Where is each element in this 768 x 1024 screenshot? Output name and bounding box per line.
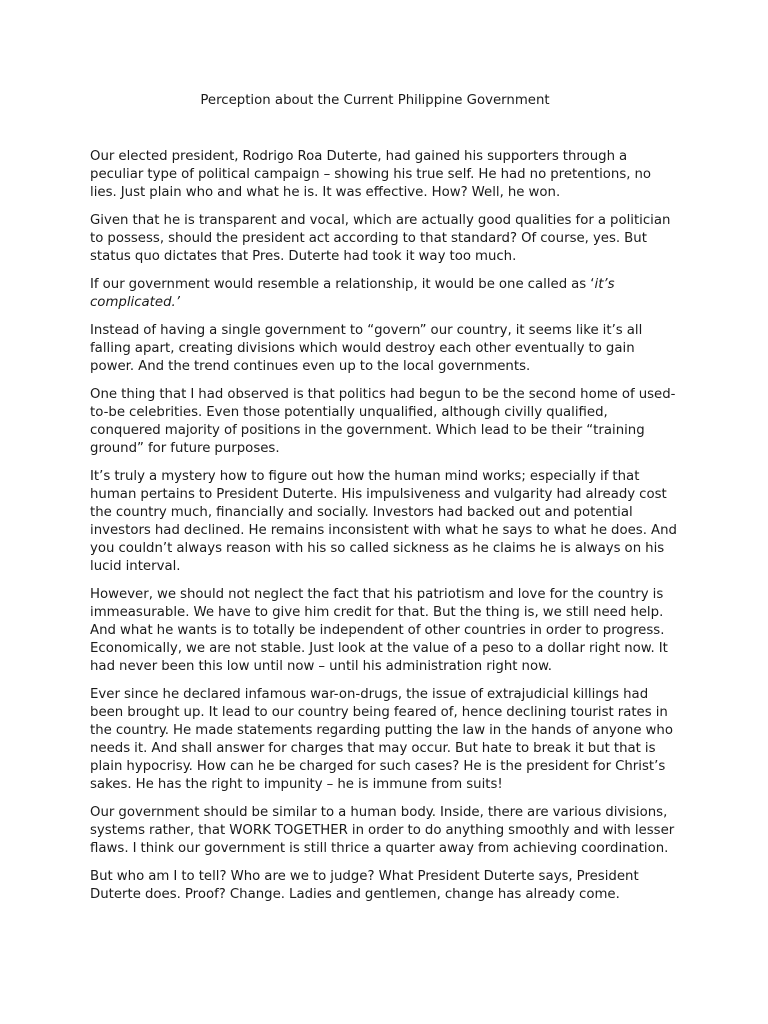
paragraph: Instead of having a single government to “govern” our country, it seems like it’s all falling apart, creating divisions which would destroy each other eventually to gain power. And the trend continues even up to the local governments.: [90, 323, 643, 374]
paragraph-lead-text: If our government would resemble a relationship, it would be one called as ‘: [90, 277, 595, 292]
paragraph: Ever since he declared infamous war-on-drugs, the issue of extrajudicial killings had been brought up. It lead to our country being feared of, hence declining tourist rates in the country. He made statements regarding putting the law in the hands of anyone who needs it. And shall answer for charges that may occur. But hate to break it but that is plain hypocrisy. How can he be charged for such cases? He is the president for Christ’s sakes. He has the right to impunity – he is immune from suits!: [90, 687, 673, 792]
paragraph: But who am I to tell? Who are we to judge? What President Duterte says, President Duterte does. Proof? Change. Ladies and gentlemen, change has already come.: [90, 869, 639, 902]
paragraph-emphasis-text: it’s complicated.’: [90, 277, 615, 310]
document-page: [90, 92, 680, 914]
paragraph: Given that he is transparent and vocal, which are actually good qualities for a politician to possess, should the president act according to that standard? Of course, yes. But status quo dictates that Pres. Duterte had took it way too much.: [90, 213, 671, 264]
paragraph: It’s truly a mystery how to figure out how the human mind works; especially if that human pertains to President Duterte. His impulsiveness and vulgarity had already cost the country much, financially and socially. Investors had backed out and potential investors had declined. He remains inconsistent with what he says to what he does. And you couldn’t always reason with his so called sickness as he claims he is always on his lucid interval.: [90, 469, 677, 574]
document-title: Perception about the Current Philippine Government: [200, 93, 550, 108]
paragraph-relationship: [90, 276, 680, 312]
paragraph: Our government should be similar to a human body. Inside, there are various divisions, systems rather, that WORK TOGETHER in order to do anything smoothly and with lesser flaws. I think our government is still thrice a quarter away from achieving coordination.: [90, 805, 675, 856]
paragraph: Our elected president, Rodrigo Roa Duterte, had gained his supporters through a peculiar type of political campaign – showing his true self. He had no pretentions, no lies. Just plain who and what he is. It was effective. How? Well, he won.: [90, 149, 652, 200]
paragraph: However, we should not neglect the fact that his patriotism and love for the country is immeasurable. We have to give him credit for that. But the thing is, we still need help. And what he wants is to totally be independent of other countries in order to progress. Economically, we are not stable. Just look at the value of a peso to a dollar right now. It had never been this low until now – until his administration right now.: [90, 587, 668, 674]
paragraph: One thing that I had observed is that politics had begun to be the second home of used-to-be celebrities. Even those potentially unqualified, although civilly qualified, conquered majority of positions in the government. Which lead to be their “training ground” for future purposes.: [90, 387, 676, 456]
